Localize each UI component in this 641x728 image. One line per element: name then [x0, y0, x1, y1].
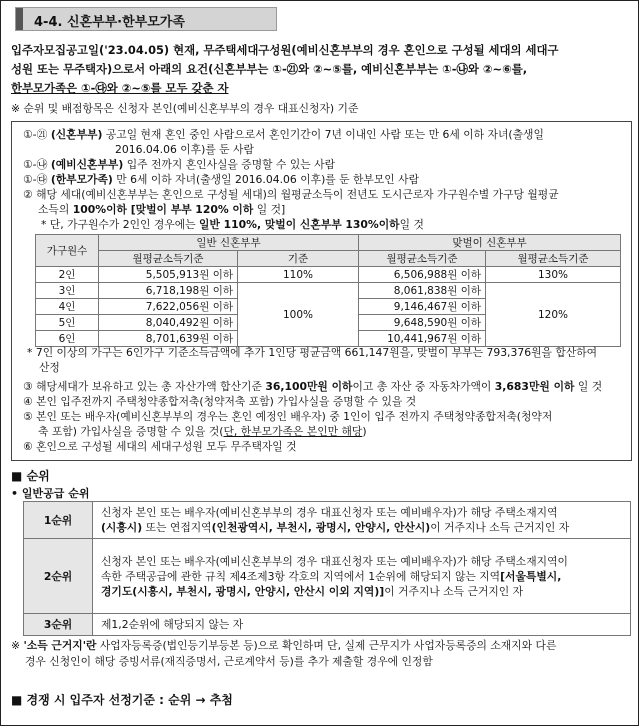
cell-general: 6,718,198원 이하 [99, 283, 238, 299]
selection-criteria-heading: ■ 경쟁 시 입주자 선정기준 : 순위 → 추첨 [11, 693, 233, 707]
col-dual: 맞벌이 신혼부부 [359, 235, 621, 251]
req-2-cont: 소득의 100%이하 [맞벌이 부부 120% 이하 일 것] [38, 203, 286, 216]
section-title-bar [15, 7, 277, 31]
rank-desc: 신청자 본인 또는 배우자(예비신혼부부의 경우 대표신청자 또는 예비배우자)가 해당 주택소재지역 (시흥시) 또는 연접지역(인천광역시, 부천시, 광명시, 안양시, 안산시)이 거주지나 소득 근거지인 자 [93, 502, 631, 539]
income-table [35, 234, 621, 347]
table-row [36, 267, 621, 283]
rank-desc: 신청자 본인 또는 배우자(예비신혼부부의 경우 대표신청자 또는 예비배우자)가 해당 주택소재지역이 속한 주택공급에 관한 규칙 제4조제3항 각호의 지역에서 1순위에 해당되지 않는 지역[서울특별시, 경기도(시흥시, 부천시, 광명시, 안양시, 안산시 이외 지역)]이 거주지나 소득 근거지인 자 [93, 539, 631, 614]
cell-members: 6인 [36, 331, 99, 347]
req-4: ④ 본인 입주전까지 주택청약종합저축(청약저축 포함) 가입사실을 증명할 수 있을 것 [23, 395, 417, 408]
intro-line-2: 성원 또는 무주택자)으로서 아래의 요건(신혼부부는 ①-㉑와 ②~⑤를, 예비신혼부부는 ①-㉯와 ②~⑥를, [11, 62, 528, 76]
cell-dual: 9,648,590원 이하 [359, 315, 486, 331]
cell-general: 5,505,913원 이하 [99, 267, 238, 283]
rank-label: 1순위 [24, 502, 93, 539]
cell-general-pct: 110% [238, 267, 359, 283]
rank-table [23, 501, 631, 636]
rank-desc: 제1,2순위에 해당되지 않는 자 [93, 614, 631, 636]
cell-members: 3인 [36, 283, 99, 299]
req-5-cont: 축 포함) 가입사실을 증명할 수 있을 것(단, 한부모가족은 본인만 해당) [38, 425, 367, 438]
criteria-note: ※ 순위 및 배점항목은 신청자 본인(예비신혼부부의 경우 대표신청자) 기준 [11, 102, 359, 115]
table-row [36, 283, 621, 299]
intro-line-1: 입주자모집공고일('23.04.05) 현재, 무주택세대구성원(예비신혼부부의 경우 혼인으로 구성될 세대의 세대구 [11, 43, 559, 57]
req-1a-cont: 2016.04.06 이후)를 둔 사람 [115, 143, 254, 156]
req-3: ③ 해당세대가 보유하고 있는 총 자산가액 합산기준 36,100만원 이하이고 총 자산 중 자동차가액이 3,683만원 이하 일 것 [23, 380, 603, 393]
cell-dual: 8,061,838원 이하 [359, 283, 486, 299]
req-2-note: * 단, 가구원수가 2인인 경우에는 일반 110%, 맞벌이 신혼부부 130%이하일 것 [41, 218, 424, 231]
title-accent [16, 8, 23, 30]
col-general-avg: 월평균소득기준 [99, 251, 238, 267]
general-rank-subheading: • 일반공급 순위 [11, 487, 90, 500]
intro-line-3: 한부모가족은 ①-㉰와 ②~⑤를 모두 갖춘 자 [11, 81, 229, 95]
cell-members: 2인 [36, 267, 99, 283]
cell-general: 7,622,056원 이하 [99, 299, 238, 315]
rank-label: 3순위 [24, 614, 93, 636]
after-table-note: * 7인 이상의 가구는 6인가구 기준소득금액에 추가 1인당 평균금액 661,147원을, 맞벌이 부부는 793,376원을 합산하여 [27, 346, 598, 359]
req-6: ⑥ 혼인으로 구성될 세대의 세대구성원 모두 무주택자일 것 [23, 440, 297, 453]
cell-general-pct: 100% [238, 283, 359, 347]
cell-dual: 10,441,967원 이하 [359, 331, 486, 347]
req-1a: ①-㉑ (신혼부부) 공고일 현재 혼인 중인 사람으로서 혼인기간이 7년 이내인 사람 또는 만 6세 이하 자녀(출생일 [23, 128, 544, 141]
req-1c: ①-㉰ (한부모가족) 만 6세 이하 자녀(출생일 2016.04.06 이후)를 둔 한부모인 사람 [23, 173, 420, 186]
income-base-footnote: ※ '소득 근거지'란 사업자등록증(법인등기부등본 등)으로 확인하며 단, 실제 근무지가 사업자등록증의 소재지와 다른 경우 신청인이 해당 증빙서류(재직증명서, 근로계약서 등)를 추가 제출할 경우에 인정함 [11, 639, 557, 668]
after-table-note-cont: 산정 [39, 361, 60, 374]
req-1b: ①-㉯ (예비신혼부부) 입주 전까지 혼인사실을 증명할 수 있는 사람 [23, 158, 336, 171]
cell-members: 5인 [36, 315, 99, 331]
cell-dual-pct: 120% [486, 283, 621, 347]
req-5: ⑤ 본인 또는 배우자(예비신혼부부의 경우는 혼인 예정인 배우자) 중 1인이 입주 전까지 주택청약종합저축(청약저 [23, 410, 553, 423]
cell-dual: 9,146,467원 이하 [359, 299, 486, 315]
col-general: 일반 신혼부부 [99, 235, 359, 251]
col-dual-std: 월평균소득기준 [486, 251, 621, 267]
cell-general: 8,040,492원 이하 [99, 315, 238, 331]
cell-members: 4인 [36, 299, 99, 315]
table-row [24, 539, 631, 614]
table-row [24, 614, 631, 636]
rank-label: 2순위 [24, 539, 93, 614]
col-general-std: 기준 [238, 251, 359, 267]
section-title: 4-4. 신혼부부·한부모가족 [34, 15, 185, 30]
table-row [24, 502, 631, 539]
cell-general: 8,701,639원 이하 [99, 331, 238, 347]
cell-dual-pct: 130% [486, 267, 621, 283]
section-rank-heading: ■ 순위 [11, 469, 50, 483]
col-dual-avg: 월평균소득기준 [359, 251, 486, 267]
intro-paragraph [11, 41, 631, 98]
req-2: ② 해당 세대(예비신혼부부는 혼인으로 구성될 세대)의 월평균소득이 전년도 도시근로자 가구원수별 가구당 월평균 [23, 188, 559, 201]
col-members: 가구원수 [36, 235, 99, 267]
cell-dual: 6,506,988원 이하 [359, 267, 486, 283]
